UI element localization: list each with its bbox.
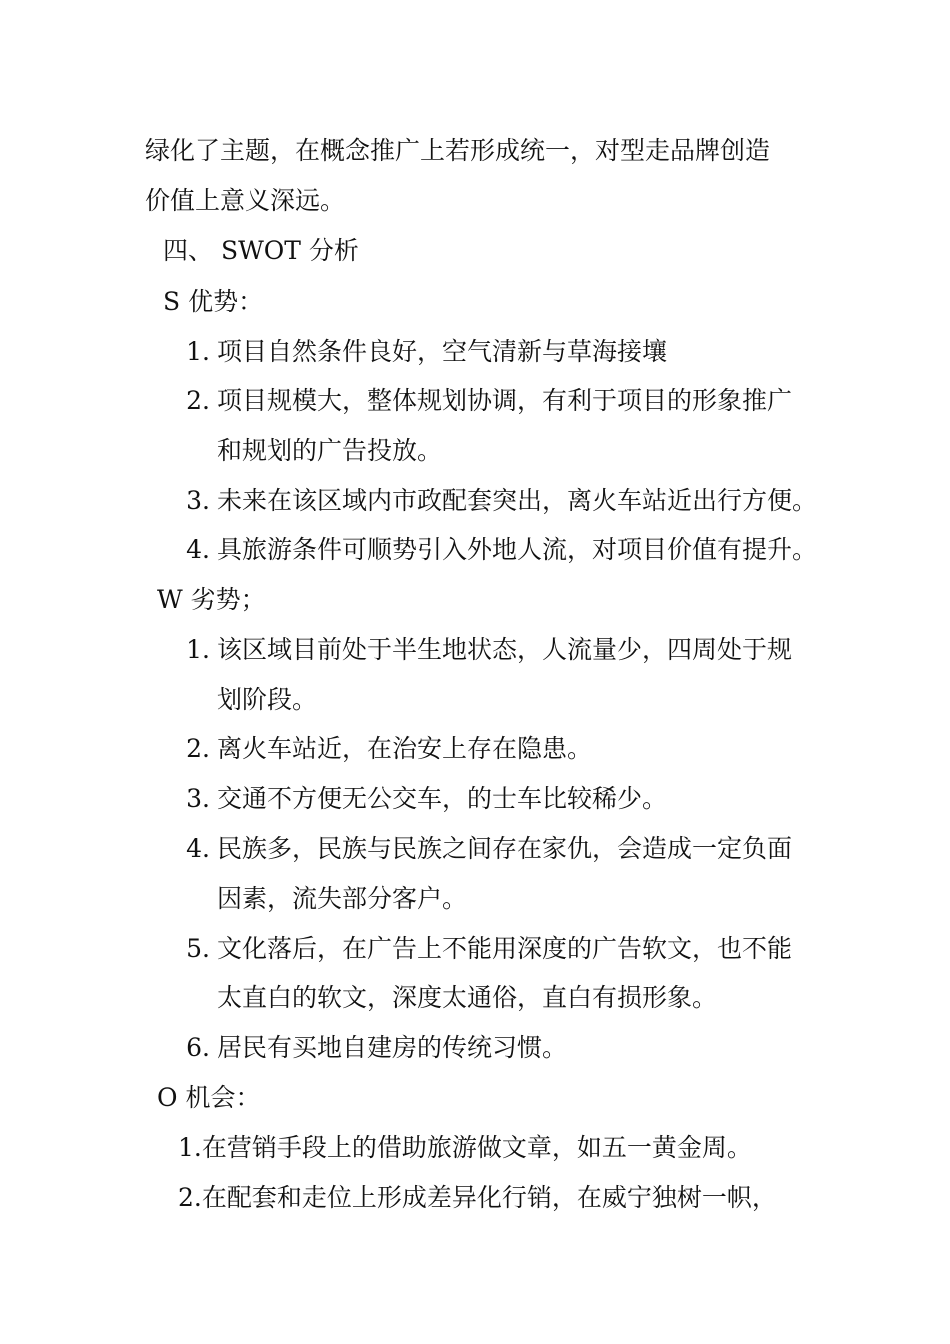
intro-line-1: 绿化了主题，在概念推广上若形成统一，对型走品牌创造 (145, 136, 771, 165)
weakness-1-text-line-1: 该区域目前处于半生地状态，人流量少，四周处于规 (217, 635, 793, 664)
weakness-4-text-line-1: 民族多，民族与民族之间存在家仇，会造成一定负面 (217, 834, 793, 863)
weakness-1-text-line-2: 划阶段。 (217, 685, 318, 714)
strength-4-number: 4. (186, 535, 210, 564)
opportunity-1-text: 1.在营销手段上的借助旅游做文章，如五一黄金周。 (178, 1133, 752, 1162)
weaknesses-heading: W 劣势； (157, 585, 266, 614)
strengths-heading: S 优势： (163, 287, 264, 316)
strength-3-number: 3. (186, 486, 210, 515)
weakness-4-text-line-2: 因素，流失部分客户。 (217, 884, 468, 913)
strength-2-text-line-1: 项目规模大，整体规划协调，有利于项目的形象推广 (217, 386, 793, 415)
strength-3-text: 未来在该区域内市政配套突出，离火车站近出行方便。 (217, 486, 818, 515)
opportunities-heading: O 机会： (157, 1083, 261, 1112)
weakness-3-text: 交通不方便无公交车，的士车比较稀少。 (217, 784, 668, 813)
strength-2-text-line-2: 和规划的广告投放。 (217, 436, 443, 465)
strength-1-number: 1. (186, 337, 210, 366)
section-title: 四、 SWOT 分析 (163, 236, 359, 265)
weakness-2-number: 2. (186, 734, 210, 763)
weakness-2-text: 离火车站近，在治安上存在隐患。 (217, 734, 593, 763)
weakness-4-number: 4. (186, 834, 210, 863)
weakness-1-number: 1. (186, 635, 210, 664)
strength-1-text: 项目自然条件良好，空气清新与草海接壤 (217, 337, 668, 366)
weakness-3-number: 3. (186, 784, 210, 813)
strength-2-number: 2. (186, 386, 210, 415)
weakness-5-number: 5. (186, 934, 210, 963)
weakness-6-text: 居民有买地自建房的传统习惯。 (217, 1033, 568, 1062)
weakness-5-text-line-1: 文化落后，在广告上不能用深度的广告软文，也不能 (217, 934, 793, 963)
opportunity-2-text: 2.在配套和走位上形成差异化行销，在威宁独树一帜， (178, 1183, 777, 1212)
strength-4-text: 具旅游条件可顺势引入外地人流，对项目价值有提升。 (217, 535, 818, 564)
intro-line-2: 价值上意义深远。 (145, 186, 346, 215)
weakness-6-number: 6. (186, 1033, 210, 1062)
weakness-5-text-line-2: 太直白的软文，深度太通俗，直白有损形象。 (217, 983, 718, 1012)
